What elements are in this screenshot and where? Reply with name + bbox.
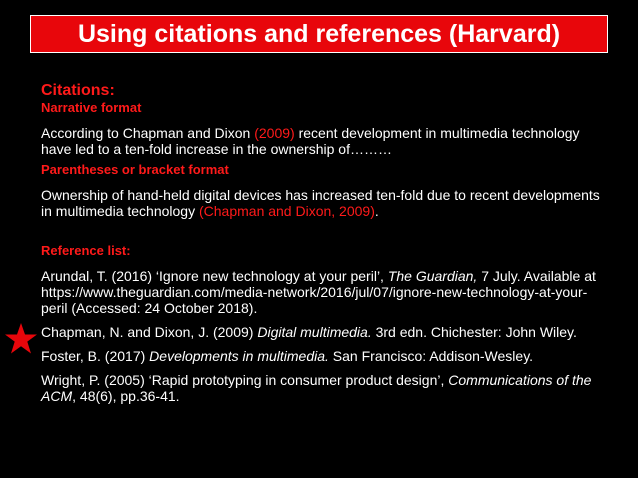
reference-text: Foster, B. (2017) — [41, 348, 150, 364]
parenthetical-format-label: Parentheses or bracket format — [41, 162, 229, 177]
reference-text: Wright, P. (2005) ‘Rapid prototyping in consumer product design’, — [41, 372, 449, 388]
slide-content — [41, 82, 601, 404]
reference-text: San Francisco: Addison-Wesley. — [328, 348, 534, 364]
reference-source-title: The Guardian, — [387, 268, 478, 284]
reference-item — [41, 348, 601, 364]
citations-heading: Citations: — [41, 82, 115, 99]
reference-list-heading: Reference list: — [41, 243, 131, 258]
parenthetical-text-start: Ownership of hand-held digital devices has increased ten-fold due to recent developments in multimedia technology — [41, 187, 600, 219]
reference-text: Chapman, N. and Dixon, J. (2009) — [41, 324, 258, 340]
parenthetical-example — [41, 187, 601, 219]
narrative-example — [41, 125, 601, 157]
narrative-citation-year: (2009) — [254, 125, 295, 141]
parenthetical-text-end: . — [374, 203, 379, 219]
narrative-format-label: Narrative format — [41, 100, 142, 115]
parenthetical-citation: (Chapman and Dixon, 2009) — [198, 203, 375, 219]
narrative-text-start: According to Chapman and Dixon — [41, 125, 255, 141]
reference-source-title: Developments in multimedia. — [149, 348, 329, 364]
reference-text: Arundal, T. (2016) ‘Ignore new technology at your peril’, — [41, 268, 388, 284]
title-banner — [30, 15, 608, 53]
reference-text: , 48(6), pp.36-41. — [72, 388, 180, 404]
reference-source-title: Digital multimedia. — [257, 324, 372, 340]
reference-text: 3rd edn. Chichester: John Wiley. — [371, 324, 577, 340]
reference-item — [41, 372, 601, 404]
page-title: Using citations and references (Harvard) — [77, 19, 561, 48]
star-icon — [4, 322, 38, 356]
reference-item — [41, 268, 601, 316]
reference-source-title: Communications of the ACM — [41, 372, 592, 404]
reference-text: 7 July. Available at https://www.theguardian.com/media-network/2016/jul/07/ignore-new-technology-at-your-peril (Accessed: 24 October 2018). — [41, 268, 596, 316]
reference-item-starred — [41, 324, 601, 340]
narrative-text-end: recent development in multimedia technology have led to a ten-fold increase in the ownership of……… — [41, 125, 580, 157]
